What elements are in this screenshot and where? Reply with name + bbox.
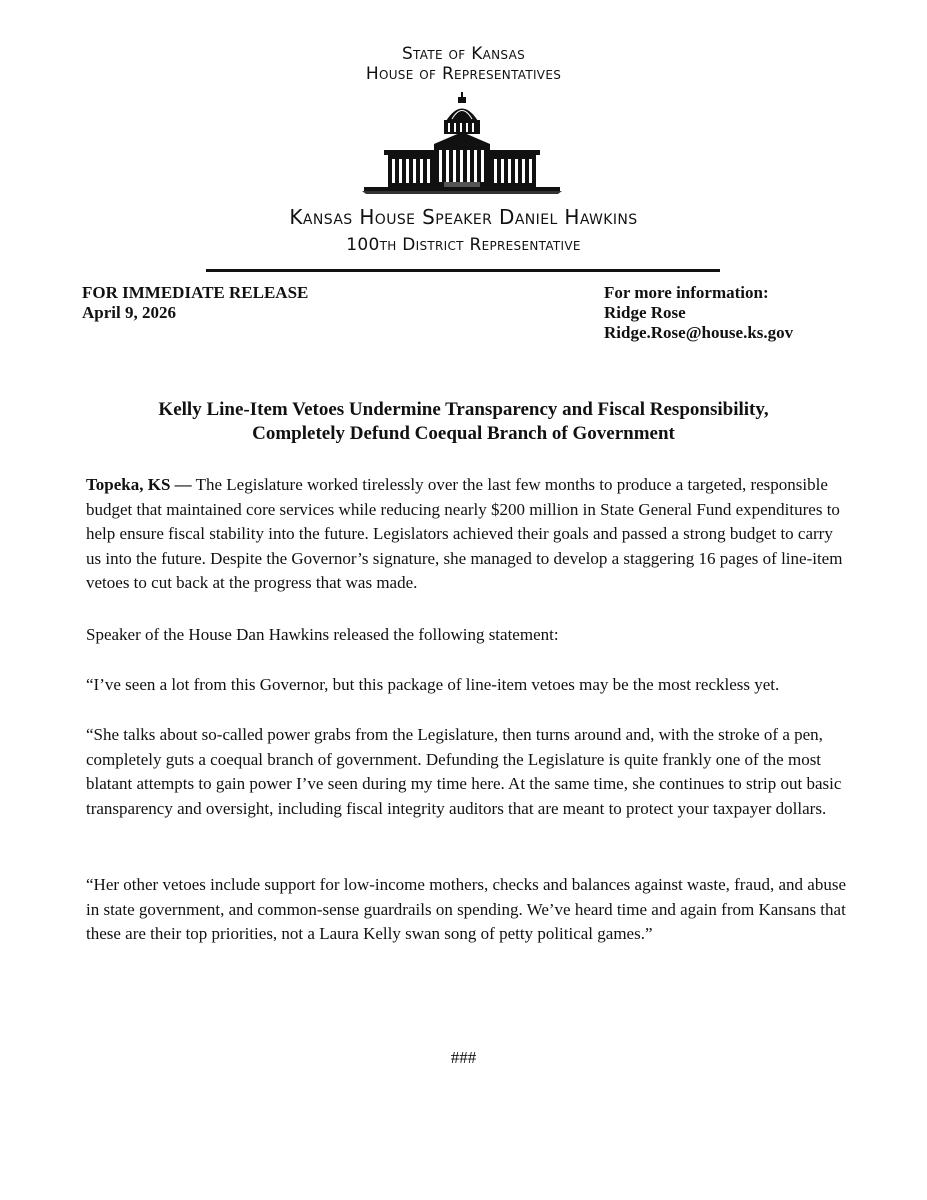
contact-block xyxy=(604,283,793,343)
letterhead-district: 100th District Representative xyxy=(346,235,581,255)
body-paragraph-5: “Her other vetoes include support for low-income mothers, checks and balances against waste, fraud, and abuse in state government, and common-sense guardrails on spending. We’ve heard time and again from Kansans that these are their top priorities, not a Laura Kelly swan song of petty political games.” xyxy=(86,875,847,943)
dateline: Topeka, KS — xyxy=(86,475,192,494)
end-mark: ### xyxy=(450,1048,477,1067)
contact-label: For more information: xyxy=(604,283,769,302)
letterhead-speaker: Kansas House Speaker Daniel Hawkins xyxy=(289,205,638,229)
body-paragraph-4: “She talks about so-called power grabs from the Legislature, then turns around and, with the stroke of a pen, completely guts a coequal branch of government. Defunding the Legislature is quite frankly one of the most blatant attempts to gain power I’ve seen during my time here. At the same time, she continues to strip out basic transparency and oversight, including fiscal integrity auditors that are meant to protect your taxpayer dollars. xyxy=(86,725,842,818)
letterhead-house: House of Representatives xyxy=(365,64,562,84)
release-date: April 9, 2026 xyxy=(82,303,176,322)
body-paragraph-2: Speaker of the House Dan Hawkins released the following statement: xyxy=(86,625,559,644)
kansas-capitol-icon xyxy=(362,92,562,196)
contact-email[interactable]: Ridge.Rose@house.ks.gov xyxy=(604,323,794,342)
headline-line-2: Completely Defund Coequal Branch of Government xyxy=(252,423,675,444)
release-block xyxy=(82,283,308,323)
headline-line-1: Kelly Line-Item Vetoes Undermine Transparency and Fiscal Responsibility, xyxy=(158,399,769,420)
release-label: FOR IMMEDIATE RELEASE xyxy=(82,283,309,302)
letterhead-state: State of Kansas xyxy=(401,44,526,64)
body-paragraph-3: “I’ve seen a lot from this Governor, but this package of line-item vetoes may be the most reckless yet. xyxy=(86,675,780,694)
press-headline xyxy=(0,398,927,446)
body-paragraph-1 xyxy=(86,473,846,596)
contact-name: Ridge Rose xyxy=(604,303,686,322)
body-paragraph-1-text: The Legislature worked tirelessly over the last few months to produce a targeted, responsible budget that maintained core services while reducing nearly $200 million in State General Fund expenditures to help ensure fiscal stability into the future. Legislators achieved their goals and passed a strong budget to carry us into the future. Despite the Governor’s signature, she managed to develop a staggering 16 pages of line-item vetoes to cut back at the progress that was made. xyxy=(86,475,843,592)
header-divider xyxy=(206,269,720,272)
